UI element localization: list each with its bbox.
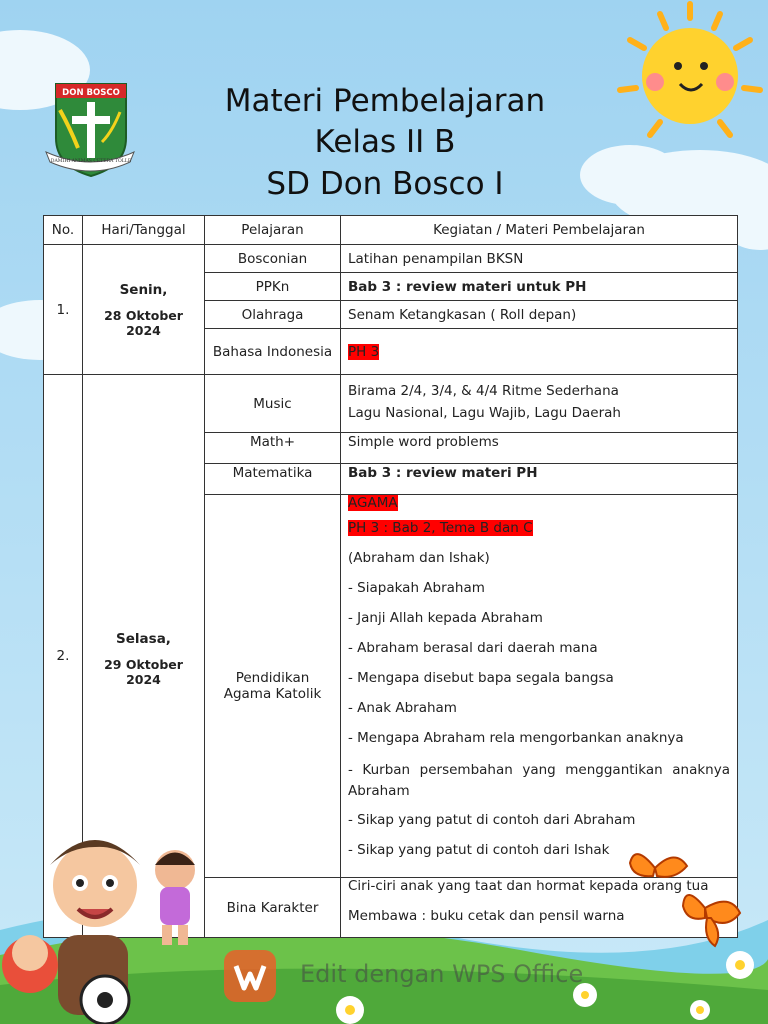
karakter-line2: Membawa : buku cetak dan pensil warna [348,908,625,924]
table-header-row [44,216,738,245]
butterfly-illustration [625,838,745,948]
karakter-line1: Ciri-ciri anak yang taat dan hormat kepada orang tua [348,878,709,894]
agama-item: - Abraham berasal dari daerah mana [348,640,598,656]
agama-item: - Sikap yang patut di contoh dari Abraham [348,812,636,828]
logo-text: DON BOSCO [62,88,120,98]
agama-item: - Janji Allah kepada Abraham [348,610,543,626]
day1-date: 28 Oktober 2024 [104,307,183,338]
day2-number: 2. [44,375,83,938]
activity-bahasa-indonesia [341,329,738,375]
table-row [44,375,738,433]
day2-date: 29 Oktober 2024 [104,657,183,687]
activity-ppkn: Bab 3 : review materi untuk PH [341,273,738,301]
sun-illustration [600,0,768,150]
activity-agama [341,495,738,878]
agama-item: - Kurban persembahan yang menggantikan anaknya Abraham [348,762,730,799]
agama-item: - Sikap yang patut di contoh dari Ishak [348,842,610,858]
kids-illustration [0,825,230,1024]
subject-music: Music [205,375,341,433]
header-no: No. [44,216,83,245]
agama-item: - Siapakah Abraham [348,580,485,596]
page-title-line2: Kelas II B [314,124,456,160]
logo-motto: DAMIHI ANIMAS CETERA TOLLE [50,159,132,164]
activity-bosconian: Latihan penampilan BKSN [341,245,738,273]
subject-bina-karakter: Bina Karakter [205,878,341,938]
highlight-ph3: PH 3 [348,343,380,360]
day1-cell [83,245,205,375]
header-activity: Kegiatan / Materi Pembelajaran [341,216,738,245]
day1-name: Senin, [119,281,168,298]
wps-watermark-text: Edit dengan WPS Office [300,960,584,988]
agama-item: PH 3 : Bab 2, Tema B dan C [348,520,533,536]
subject-mathplus: Math+ [205,433,341,464]
subject-agama: Pendidikan Agama Katolik [205,495,341,878]
school-logo [42,82,138,178]
agama-item: - Mengapa Abraham rela mengorbankan anaknya [348,730,684,746]
activity-music [341,375,738,433]
agama-item: (Abraham dan Ishak) [348,550,490,566]
music-line1: Birama 2/4, 3/4, & 4/4 Ritme Sederhana [348,382,619,399]
subject-matematika: Matematika [205,464,341,495]
activity-mathplus: Simple word problems [341,433,738,464]
day2-name: Selasa, [116,631,171,647]
agama-item: AGAMA [348,495,398,511]
activity-matematika: Bab 3 : review materi PH [341,464,738,495]
page-title-line1: Materi Pembelajaran [224,83,546,119]
page-title-line3: SD Don Bosco I [266,166,504,202]
subject-bosconian: Bosconian [205,245,341,273]
table-row [44,245,738,273]
header-subject: Pelajaran [205,216,341,245]
music-line2: Lagu Nasional, Lagu Wajib, Lagu Daerah [348,404,621,421]
activity-olahraga: Senam Ketangkasan ( Roll depan) [341,301,738,329]
agama-item: - Mengapa disebut bapa segala bangsa [348,670,614,686]
header-day: Hari/Tanggal [83,216,205,245]
agama-item: - Anak Abraham [348,700,457,716]
subject-bahasa-indonesia: Bahasa Indonesia [205,329,341,375]
subject-olahraga: Olahraga [205,301,341,329]
day1-number: 1. [44,245,83,375]
subject-ppkn: PPKn [205,273,341,301]
